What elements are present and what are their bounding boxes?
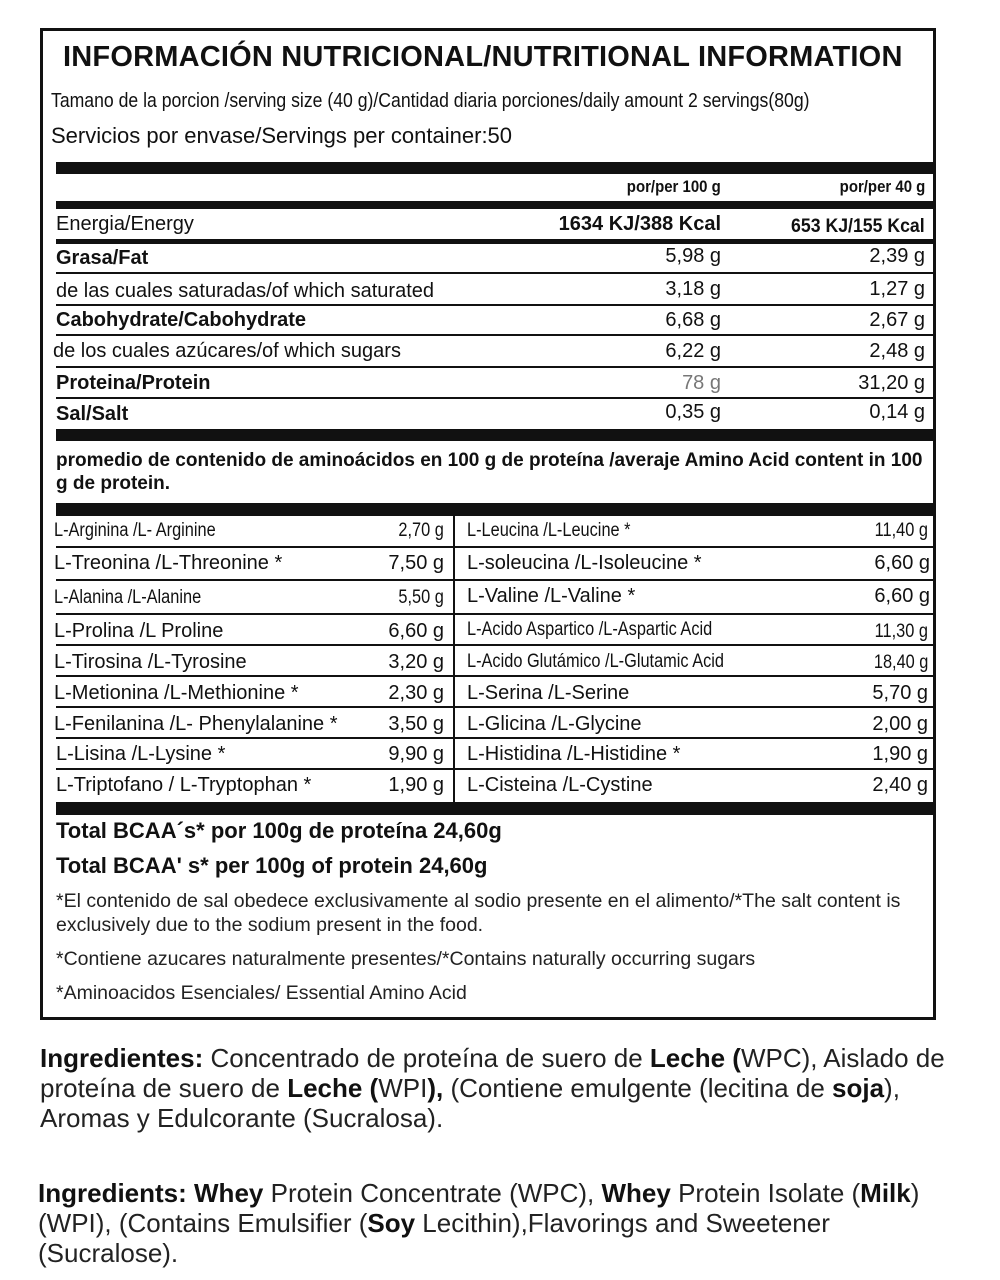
footnote-salt: *El contenido de sal obedece exclusivamente al sodio presente en el alimento/*The salt content is exclusively due to the sodium present in the food. (56, 890, 901, 936)
allergen-milk: Milk (860, 1178, 911, 1208)
ingredients-en-text: Protein Concentrate (WPC), (263, 1178, 602, 1208)
nutrient-label-sugars: de los cuales azúcares/of which sugars (53, 340, 401, 362)
ingredients-english (38, 1178, 958, 1268)
amino-left-value: 2,70 g (398, 520, 444, 541)
amino-right-value: 2,00 g (872, 713, 928, 735)
divider-thick (56, 802, 933, 815)
ingredients-en-text: Protein Isolate ( (670, 1178, 861, 1208)
amino-right-name: L-Valine /L-Valine * (467, 585, 636, 607)
bcaa-total-es: Total BCAA´s* por 100g de proteína 24,60g (56, 818, 502, 843)
nutrient-value-fat-per100: 5,98 g (665, 245, 721, 267)
ingredients-en-text: Lecithin),Flavorings and Sweetener (Sucralose). (38, 1208, 830, 1268)
row-divider (56, 579, 933, 581)
serving-size-text: Tamano de la porcion /serving size (40 g)/Cantidad diaria porciones/daily amount 2 servings(80g) (51, 89, 810, 112)
divider (56, 239, 933, 244)
nutrition-label-box (40, 28, 936, 1020)
ingredients-es-label: Ingredientes: (40, 1043, 204, 1073)
amino-right-name: L-Histidina /L-Histidine * (467, 743, 681, 765)
nutrient-value-energy-per40: 653 KJ/155 Kcal (791, 216, 925, 237)
amino-right-value: 6,60 g (874, 585, 930, 607)
amino-left-value: 2,30 g (388, 682, 444, 704)
ingredients-es-text: (Contiene emulgente (lecitina de (443, 1073, 832, 1103)
amino-left-name: L-Metionina /L-Methionine * (54, 682, 299, 704)
row-divider (56, 304, 933, 306)
amino-left-name: L-Triptofano / L-Tryptophan * (56, 774, 312, 796)
row-divider (56, 644, 933, 646)
amino-left-name: L-Prolina /L Proline (54, 620, 224, 642)
row-divider (56, 334, 933, 336)
amino-right-value: 11,30 g (874, 621, 928, 642)
nutrient-value-carbohydrate-per100: 6,68 g (665, 309, 721, 331)
nutrient-value-carbohydrate-per40: 2,67 g (869, 309, 925, 331)
amino-left-value: 5,50 g (398, 587, 444, 608)
ingredients-es-text: WPC), Aislado de proteína de suero de (40, 1043, 945, 1103)
amino-left-value: 3,50 g (388, 713, 444, 735)
divider-thick (56, 429, 933, 441)
amino-right-name: L-Acido Glutámico /L-Glutamic Acid (467, 651, 725, 672)
nutrient-value-salt-per40: 0,14 g (869, 401, 925, 423)
allergen-soy: soja (832, 1073, 885, 1103)
ingredients-en-label: Ingredients: (38, 1178, 187, 1208)
nutrient-label-salt: Sal/Salt (56, 403, 129, 425)
amino-left-name: L-Arginina /L- Arginine (54, 520, 216, 541)
amino-right-name: L-Cisteina /L-Cystine (467, 774, 653, 796)
column-divider (453, 516, 455, 802)
amino-left-name: L-Treonina /L-Threonine * (54, 552, 283, 574)
row-divider (56, 366, 933, 368)
nutrient-label-saturated: de las cuales saturadas/of which saturated (56, 280, 434, 302)
label-title: INFORMACIÓN NUTRICIONAL/NUTRITIONAL INFORMATION (63, 41, 903, 73)
ingredients-spanish (40, 1043, 960, 1133)
servings-per-container: Servicios por envase/Servings per container:50 (51, 123, 513, 148)
bcaa-total-en: Total BCAA' s* per 100g of protein 24,60g (56, 853, 488, 878)
nutrient-value-protein-per100: 78 g (682, 372, 721, 394)
amino-right-value: 11,40 g (874, 520, 928, 541)
row-divider (56, 768, 933, 770)
allergen-milk: Leche ( (287, 1073, 379, 1103)
nutrient-value-saturated-per100: 3,18 g (665, 278, 721, 300)
amino-left-value: 3,20 g (388, 651, 444, 673)
row-divider (56, 706, 933, 708)
amino-acid-heading: promedio de contenido de aminoácidos en 100 g de proteína /averaje Amino Acid content in 100 g de protein. (56, 450, 923, 494)
amino-right-name: L-Acido Aspartico /L-Aspartic Acid (467, 619, 713, 640)
nutrient-value-sugars-per100: 6,22 g (665, 340, 721, 362)
ingredients-es-text: WPI (378, 1073, 428, 1103)
row-divider (56, 737, 933, 739)
divider-thick (56, 503, 933, 516)
column-header-per40: por/per 40 g (839, 177, 925, 196)
nutrient-value-energy-per100: 1634 KJ/388 Kcal (558, 213, 721, 235)
nutrient-value-salt-per100: 0,35 g (665, 401, 721, 423)
amino-right-name: L-Glicina /L-Glycine (467, 713, 642, 735)
ingredients-es-bold: ), (427, 1073, 444, 1103)
column-header-per100: por/per 100 g (627, 177, 721, 196)
amino-right-value: 2,40 g (872, 774, 928, 796)
ingredients-es-text: Concentrado de proteína de suero de (203, 1043, 650, 1073)
amino-left-name: L-Tirosina /L-Tyrosine (54, 651, 247, 673)
nutrient-label-fat: Grasa/Fat (56, 247, 149, 269)
amino-left-value: 7,50 g (388, 552, 444, 574)
footnote-sugars: *Contiene azucares naturalmente presentes/*Contains naturally occurring sugars (56, 948, 756, 970)
allergen-milk: Leche ( (649, 1043, 741, 1073)
nutrient-value-protein-per40: 31,20 g (858, 372, 925, 394)
amino-right-value: 1,90 g (872, 743, 928, 765)
nutrient-label-energy: Energia/Energy (56, 213, 194, 235)
divider-thick (56, 162, 933, 174)
allergen-whey: Whey (186, 1178, 264, 1208)
row-divider (56, 613, 933, 615)
allergen-soy: Soy (367, 1208, 416, 1238)
amino-right-value: 18,40 g (873, 652, 928, 673)
amino-left-value: 9,90 g (388, 743, 444, 765)
nutrient-value-saturated-per40: 1,27 g (869, 278, 925, 300)
nutrient-value-fat-per40: 2,39 g (869, 245, 925, 267)
row-divider (56, 546, 933, 548)
amino-right-value: 6,60 g (874, 552, 930, 574)
divider-thick (56, 201, 933, 209)
ingredients-es-text: ), Aromas y Edulcorante (Sucralosa). (40, 1073, 900, 1133)
amino-right-name: L-Leucina /L-Leucine * (467, 520, 631, 541)
amino-right-value: 5,70 g (872, 682, 928, 704)
amino-left-value: 6,60 g (388, 620, 444, 642)
amino-left-name: L-Fenilanina /L- Phenylalanine * (54, 713, 338, 735)
amino-left-name: L-Alanina /L-Alanine (54, 587, 202, 608)
nutrient-value-sugars-per40: 2,48 g (869, 340, 925, 362)
footnote-amino: *Aminoacidos Esenciales/ Essential Amino Acid (56, 982, 467, 1004)
nutrient-label-protein: Proteina/Protein (56, 372, 211, 394)
row-divider (56, 397, 933, 399)
ingredients-en-text: )(WPI), (Contains Emulsifier ( (38, 1178, 920, 1238)
row-divider (56, 272, 933, 274)
amino-right-name: L-Serina /L-Serine (467, 682, 630, 704)
nutrient-label-carbohydrate: Cabohydrate/Cabohydrate (56, 309, 307, 331)
allergen-whey: Whey (601, 1178, 671, 1208)
amino-left-value: 1,90 g (388, 774, 444, 796)
row-divider (56, 675, 933, 677)
amino-right-name: L-soleucina /L-Isoleucine * (467, 552, 702, 574)
amino-left-name: L-Lisina /L-Lysine * (56, 743, 226, 765)
